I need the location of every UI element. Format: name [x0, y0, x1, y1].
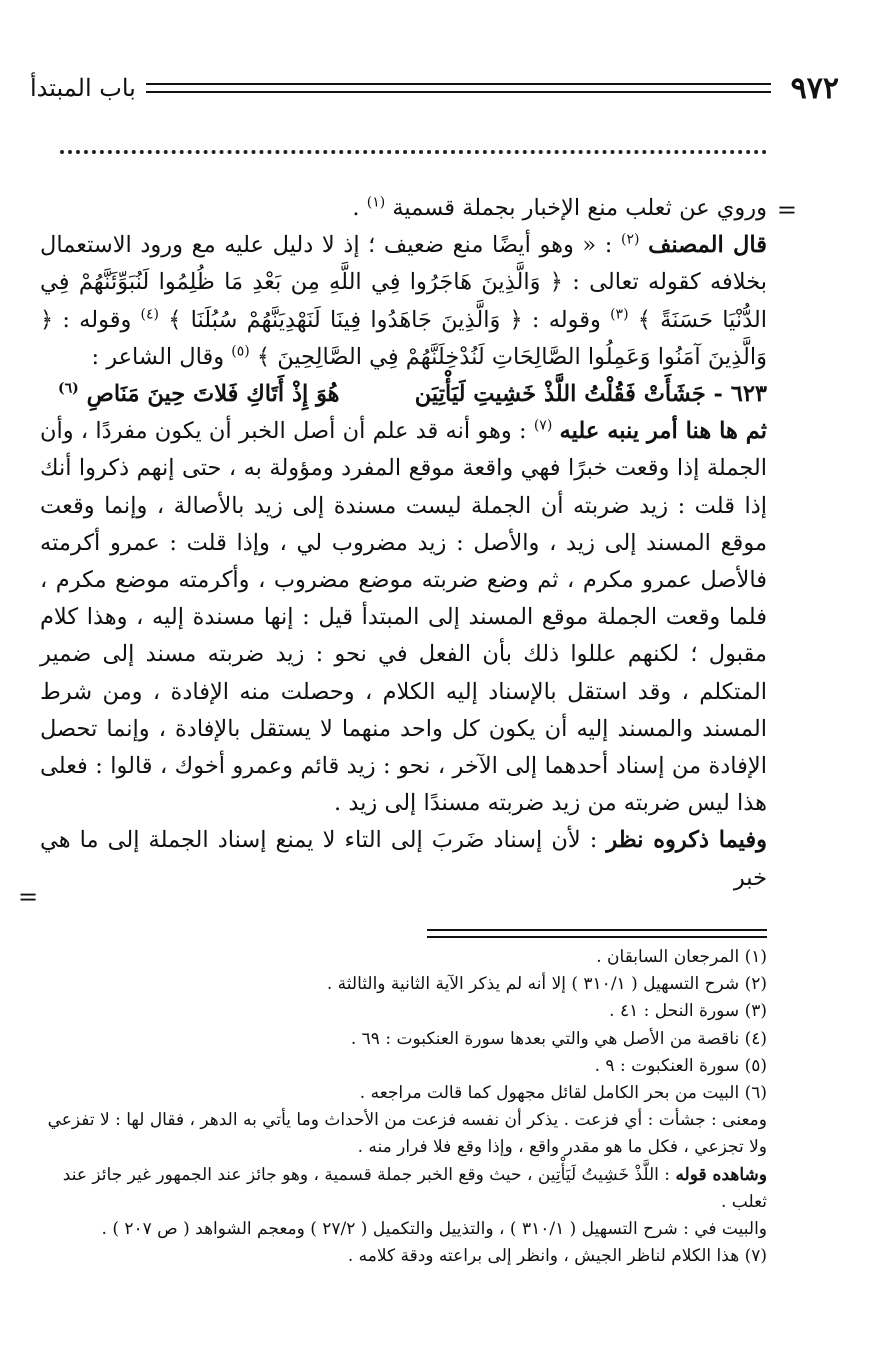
- dotted-separator: [60, 150, 767, 154]
- footnote-ref-6: (٦): [58, 380, 79, 397]
- footnote-4: (٤) ناقصة من الأصل هي والتي بعدها سورة العنكبوت : ٦٩ .: [350, 1028, 767, 1049]
- footnote-ref-7: (٧): [533, 417, 553, 434]
- poetry-verse: [40, 376, 767, 413]
- verse-second-hemistich: هُوَ إِذْ أَتَاكِ فَلاتَ حِينَ مَنَاصِ $^{(٦)}$: [58, 380, 340, 408]
- paragraph-lead: وفيما ذكروه نظر: [606, 827, 768, 854]
- footnote-ref-3: (٣): [610, 306, 629, 323]
- footnote-2: (٢) شرح التسهيل ( ٣١٠/١ ) إلا أنه لم يذكر الآية الثانية والثالثة .: [326, 974, 767, 995]
- footnote-ref-4: (٤): [140, 306, 160, 323]
- footnote-6-witness: وشاهده قوله : اللَّذْ خَشِيتُ لَيَأْتِين ، حيث وقع الخبر جملة قسمية ، وهو جائز عند الجمهور غير جائز عند ثعلب .: [62, 1164, 767, 1212]
- paragraph-tha-lab: وروي عن ثعلب منع الإخبار بجملة قسمية $^{(١)}$ .: [352, 194, 767, 221]
- header-double-rule: [146, 83, 771, 93]
- paragraph-objection: وفيما ذكروه نظر : لأن إسناد ضَربَ إلى التاء لا يمنع إسناد الجملة إلى ما هي خبر: [40, 827, 768, 891]
- main-text: [40, 190, 767, 897]
- footnote-3: (٣) سورة النحل : ٤١ .: [609, 1001, 767, 1022]
- footnote-6-meaning: ومعنى : جشأت : أي فزعت . يذكر أن نفسه فزعت من الأحداث وما يأتي به الدهر ، فقال لها : لا تفزعي ولا تجزعي ، فكل ما هو مقدر واقع ، وإذا وقع فلا فرار منه .: [47, 1110, 767, 1158]
- footnotes: [40, 944, 767, 1270]
- footnote-1: (١) المرجعان السابقان .: [596, 947, 767, 967]
- paragraph-lead: ثم ها هنا أمر ينبه عليه: [559, 418, 767, 445]
- footnote-ref-1: (١): [366, 194, 386, 211]
- paragraph-author-statement: قال المصنف $^{(٢)}$ : « وهو أيضًا منع ضعيف ؛ إذ لا دليل عليه مع ورود الاستعمال بخلافه كقوله تعالى : ﴿ وَالَّذِينَ هَاجَرُوا فِي اللَّهِ مِن بَعْدِ مَا ظُلِمُوا لَنُبَوِّئَنَّهُمْ فِي الدُّنْيَا حَسَنَةً ﴾ $^{(٣)}$ وقوله : ﴿ وَالَّذِينَ جَاهَدُوا فِينَا لَنَهْدِيَنَّهُمْ سُبُلَنَا ﴾ $^{(٤)}$ وقوله : ﴿ وَالَّذِينَ آمَنُوا وَعَمِلُوا الصَّالِحَاتِ لَنُدْخِلَنَّهُمْ فِي الصَّالِحِينَ ﴾ $^{(٥)}$ وقال الشاعر :: [40, 231, 768, 370]
- page-number: ٩٧٢: [790, 70, 839, 106]
- page-header: [30, 68, 839, 108]
- paragraph-lead: قال المصنف: [648, 232, 768, 259]
- footnote-ref-5: (٥): [231, 343, 250, 360]
- continuation-mark-bottom: =: [18, 883, 39, 911]
- paragraph-note: ثم ها هنا أمر ينبه عليه $^{(٧)}$ : وهو أنه قد علم أن أصل الخبر أن يكون مفردًا ، وأن الجملة إذا وقعت خبرًا فهي واقعة موقع المفرد ومؤولة به ، حتى إنهم ذكروا أنك إذا قلت : زيد ضربته أن الجملة ليست مسندة إلى زيد بالأصالة ، وإنما وقعت موقع المسند إلى زيد ، والأصل : زيد مضروب لي ، وإذا قلت : عمرو أكرمته فالأصل عمرو مكرم ، ثم وضع ضربته موضع مضروب ، وأكرمته موضع مكرم ، فلما وقعت الجملة موقع المسند إلى المبتدأ قيل : إنها مسندة إليه ، وهذا كلام مقبول ؛ لكنهم عللوا ذلك بأن الفعل في نحو : زيد ضربته مسند إلى ضمير المتكلم ، وقد استقل بالإسناد إليه الكلام ، وحصلت منه الإفادة ، ومن شرط المسند والمسند إليه أن يكون كل واحد منهما لا يستقل بالإفادة ، وإنما تحصل الإفادة من إسناد أحدهما إلى الآخر ، نحو : زيد قائم وعمرو أخوك ، قالوا : فعلى هذا ليس ضربته من زيد ضربته مسندًا إلى زيد .: [40, 417, 767, 817]
- footnote-7: (٧) هذا الكلام لناظر الجيش ، وانظر إلى براعته ودقة كلامه .: [347, 1246, 767, 1267]
- running-title: باب المبتدأ: [30, 74, 136, 102]
- continuation-mark-top: =: [776, 196, 797, 224]
- footnote-ref-2: (٢): [620, 231, 640, 248]
- verse-first-hemistich: ٦٢٣ - جَشَأَتْ فَقُلْتُ اللَّذْ خَشِيتِ لَيَأْتِيَن: [414, 381, 767, 408]
- footnote-separator: [427, 929, 767, 938]
- footnote-5: (٥) سورة العنكبوت : ٩ .: [594, 1055, 767, 1076]
- footnote-6-sources: والبيت في : شرح التسهيل ( ٣١٠/١ ) ، والتذييل والتكميل ( ٢٧/٢ ) ومعجم الشواهد ( ص ٢٠٧ ) .: [101, 1219, 767, 1240]
- footnote-6: (٦) البيت من بحر الكامل لقائل مجهول كما قالت مراجعه .: [359, 1083, 767, 1104]
